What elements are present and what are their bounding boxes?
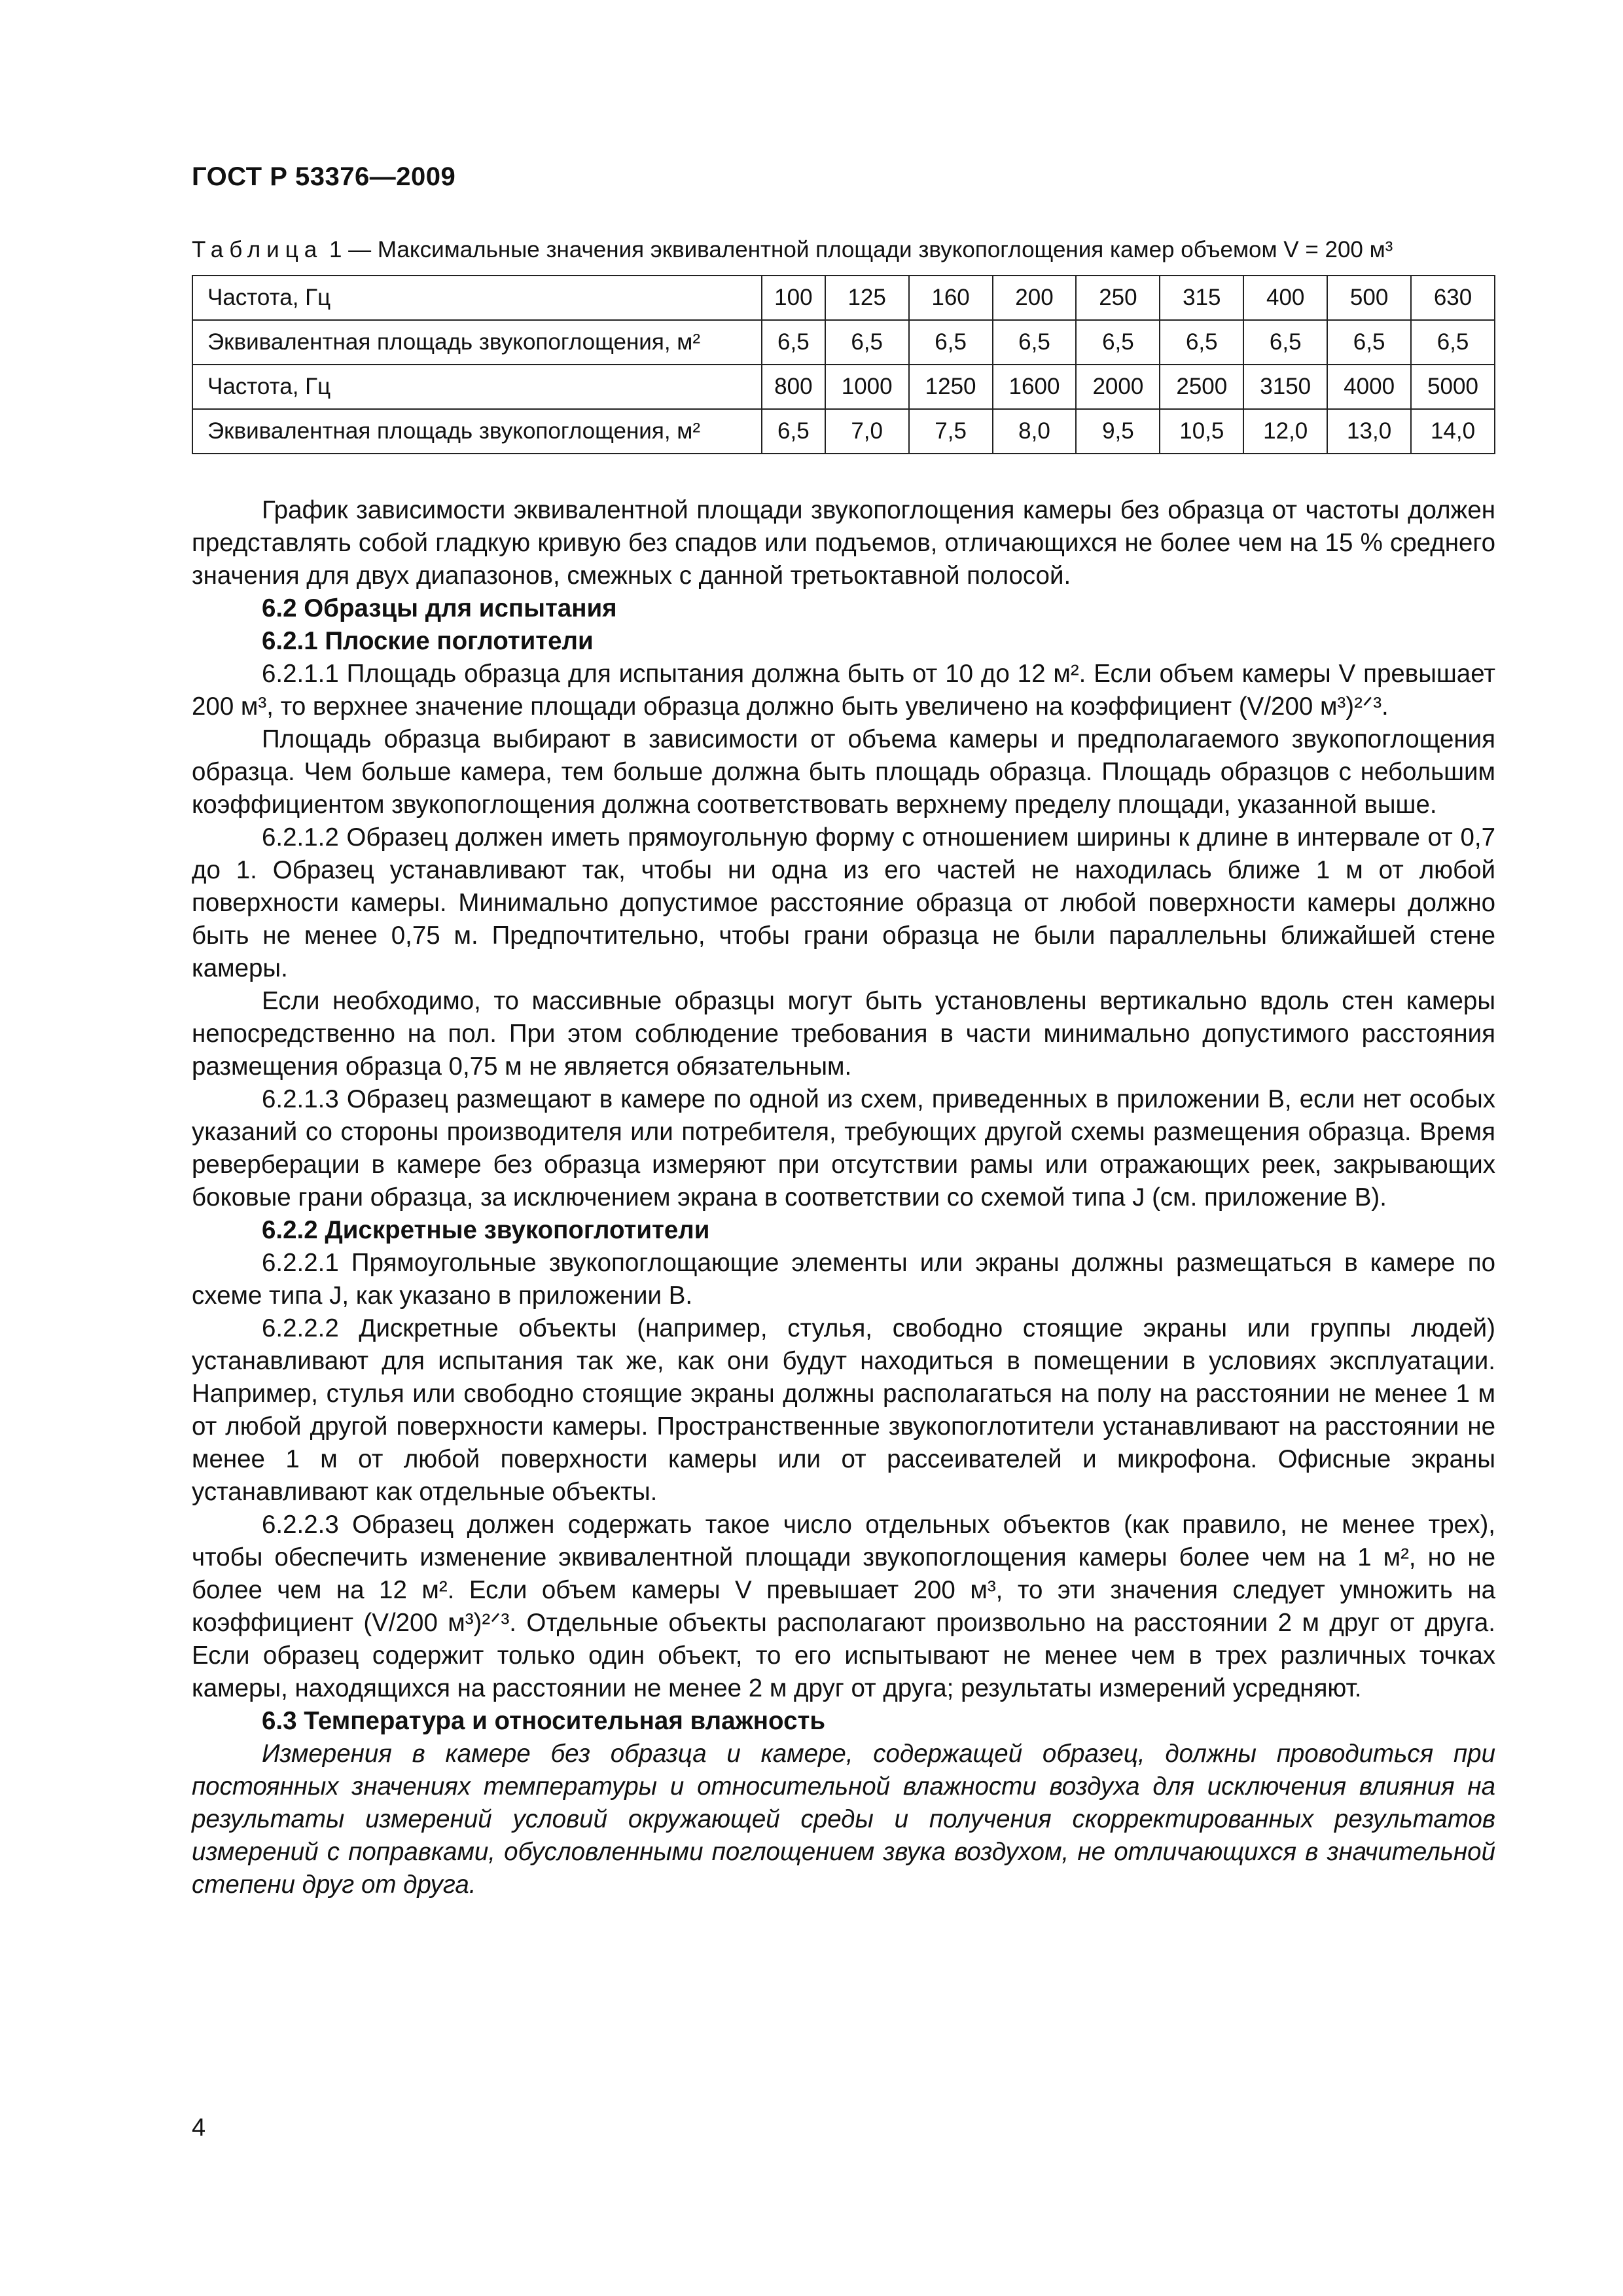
table-row-label: Частота, Гц xyxy=(192,276,762,320)
table-cell: 12,0 xyxy=(1243,409,1327,454)
table-row xyxy=(192,320,1495,365)
table-cell: 7,0 xyxy=(825,409,909,454)
table-cell: 6,5 xyxy=(1243,320,1327,365)
paragraph-graph-requirement: График зависимости эквивалентной площади звукопоглощения камеры без образца от частоты должен представлять собой гладкую кривую без спадов или подъемов, отличающихся не более чем на 15 % среднего значения для двух диапазонов, смежных с данной третьоктавной полосой. xyxy=(192,496,1495,590)
document-body xyxy=(192,494,1495,1901)
table-cell: 6,5 xyxy=(993,320,1077,365)
table-cell: 6,5 xyxy=(909,320,993,365)
table-cell: 500 xyxy=(1327,276,1411,320)
table-cell: 6,5 xyxy=(825,320,909,365)
table-cell: 5000 xyxy=(1411,365,1495,409)
table-cell: 13,0 xyxy=(1327,409,1411,454)
table-cell: 1250 xyxy=(909,365,993,409)
table-row xyxy=(192,276,1495,320)
table-row-label: Эквивалентная площадь звукопоглощения, м² xyxy=(192,320,762,365)
table-cell: 100 xyxy=(762,276,825,320)
table-cell: 6,5 xyxy=(1327,320,1411,365)
table-caption-text: 1 — Максимальные значения эквивалентной площади звукопоглощения камер объемом V = 200 м³ xyxy=(323,237,1393,262)
table-cell: 1000 xyxy=(825,365,909,409)
paragraph-6-2-1-2: 6.2.1.2 Образец должен иметь прямоугольную форму с отношением ширины к длине в интервале от 0,7 до 1. Образец устанавливают так, чтобы ни одна из его частей не находилась ближе 1 м от любой поверхности камеры. Минимально допустимое расстояние образца от любой поверхности камеры должно быть не менее 0,75 м. Предпочтительно, чтобы грани образца не были параллельны ближайшей стене камеры. xyxy=(192,823,1495,982)
paragraph-6-2-2-3: 6.2.2.3 Образец должен содержать такое число отдельных объектов (как правило, не менее трех), чтобы обеспечить изменение эквивалентной площади звукопоглощения камеры более чем на 1 м², но не более чем на 12 м². Если объем камеры V превышает 200 м³, то эти значения следует умножить на коэффициент (V/200 м³)²ᐟ³. Отдельные объекты располагают произвольно на расстоянии 2 м друг от друга. Если образец содержит только один объект, то его испытывают не менее чем в трех различных точках камеры, находящихся на расстоянии не менее 2 м друг от друга; результаты измерений усредняют. xyxy=(192,1511,1495,1702)
paragraph-6-2-1-3: 6.2.1.3 Образец размещают в камере по одной из схем, приведенных в приложении В, если нет особых указаний со стороны производителя или потребителя, требующих другой схемы размещения образца. Время реверберации в камере без образца измеряют при отсутствии рамы или отражающих реек, закрывающих боковые грани образца, за исключением экрана в соответствии со схемой типа J (см. приложение В). xyxy=(192,1085,1495,1211)
table-cell: 1600 xyxy=(993,365,1077,409)
paragraph-6-2-1-1: 6.2.1.1 Площадь образца для испытания должна быть от 10 до 12 м². Если объем камеры V превышает 200 м³, то верхнее значение площади образца должно быть увеличено на коэффициент (V/200 м³)²ᐟ³. xyxy=(192,660,1495,721)
table-caption xyxy=(192,237,1494,263)
paragraph-6-2-2-2: 6.2.2.2 Дискретные объекты (например, стулья, свободно стоящие экраны или группы людей) устанавливают для испытания так же, как они будут находиться в помещении в условиях эксплуатации. Например, стулья или свободно стоящие экраны должны располагаться на полу на расстоянии не менее 1 м от любой другой поверхности камеры. Пространственные звукопоглотители устанавливают на расстоянии не менее 1 м от любой поверхности камеры или от рассеивателей и микрофона. Офисные экраны устанавливают как отдельные объекты. xyxy=(192,1314,1495,1506)
table-cell: 200 xyxy=(993,276,1077,320)
section-heading-6-2-1: 6.2.1 Плоские поглотители xyxy=(262,627,594,655)
table-row-label: Эквивалентная площадь звукопоглощения, м² xyxy=(192,409,762,454)
table-cell: 14,0 xyxy=(1411,409,1495,454)
section-heading-6-2: 6.2 Образцы для испытания xyxy=(262,594,617,622)
table-cell: 7,5 xyxy=(909,409,993,454)
table-cell: 6,5 xyxy=(762,320,825,365)
table-cell: 10,5 xyxy=(1160,409,1243,454)
table-cell: 3150 xyxy=(1243,365,1327,409)
table-cell: 250 xyxy=(1076,276,1160,320)
table-cell: 6,5 xyxy=(762,409,825,454)
table-cell: 400 xyxy=(1243,276,1327,320)
table-cell: 8,0 xyxy=(993,409,1077,454)
paragraph-6-3: Измерения в камере без образца и камере, содержащей образец, должны проводиться при постоянных значениях температуры и относительной влажности воздуха для исключения влияния на результаты измерений условий окружающей среды и получения скорректированных результатов измерений с поправками, обусловленными поглощением звука воздухом, не отличающихся в значительной степени друг от друга. xyxy=(192,1740,1495,1899)
paragraph-sample-area: Площадь образца выбирают в зависимости от объема камеры и предполагаемого звукопоглощения образца. Чем больше камера, тем больше должна быть площадь образца. Площадь образцов с небольшим коэффициентом звукопоглощения должна соответствовать верхнему пределу площади, указанной выше. xyxy=(192,725,1495,819)
table-cell: 6,5 xyxy=(1160,320,1243,365)
table-cell: 6,5 xyxy=(1076,320,1160,365)
section-heading-6-2-2: 6.2.2 Дискретные звукопоглотители xyxy=(262,1216,710,1244)
table-cell: 2500 xyxy=(1160,365,1243,409)
table-row xyxy=(192,365,1495,409)
paragraph-6-2-2-1: 6.2.2.1 Прямоугольные звукопоглощающие элементы или экраны должны размещаться в камере по схеме типа J, как указано в приложении В. xyxy=(192,1249,1495,1310)
table-cell: 2000 xyxy=(1076,365,1160,409)
table-cell: 6,5 xyxy=(1411,320,1495,365)
table-row xyxy=(192,409,1495,454)
absorption-table xyxy=(192,275,1495,454)
table-row-label: Частота, Гц xyxy=(192,365,762,409)
table-caption-prefix: Таблица xyxy=(192,237,323,262)
page-number: 4 xyxy=(192,2114,206,2142)
table-cell: 125 xyxy=(825,276,909,320)
document-header: ГОСТ Р 53376—2009 xyxy=(192,162,456,191)
table-cell: 315 xyxy=(1160,276,1243,320)
table-cell: 800 xyxy=(762,365,825,409)
paragraph-massive-samples: Если необходимо, то массивные образцы могут быть установлены вертикально вдоль стен камеры непосредственно на пол. При этом соблюдение требования в части минимально допустимого расстояния размещения образца 0,75 м не является обязательным. xyxy=(192,987,1495,1081)
table-cell: 160 xyxy=(909,276,993,320)
section-heading-6-3: 6.3 Температура и относительная влажность xyxy=(262,1707,826,1735)
table-cell: 9,5 xyxy=(1076,409,1160,454)
table-cell: 630 xyxy=(1411,276,1495,320)
table-cell: 4000 xyxy=(1327,365,1411,409)
